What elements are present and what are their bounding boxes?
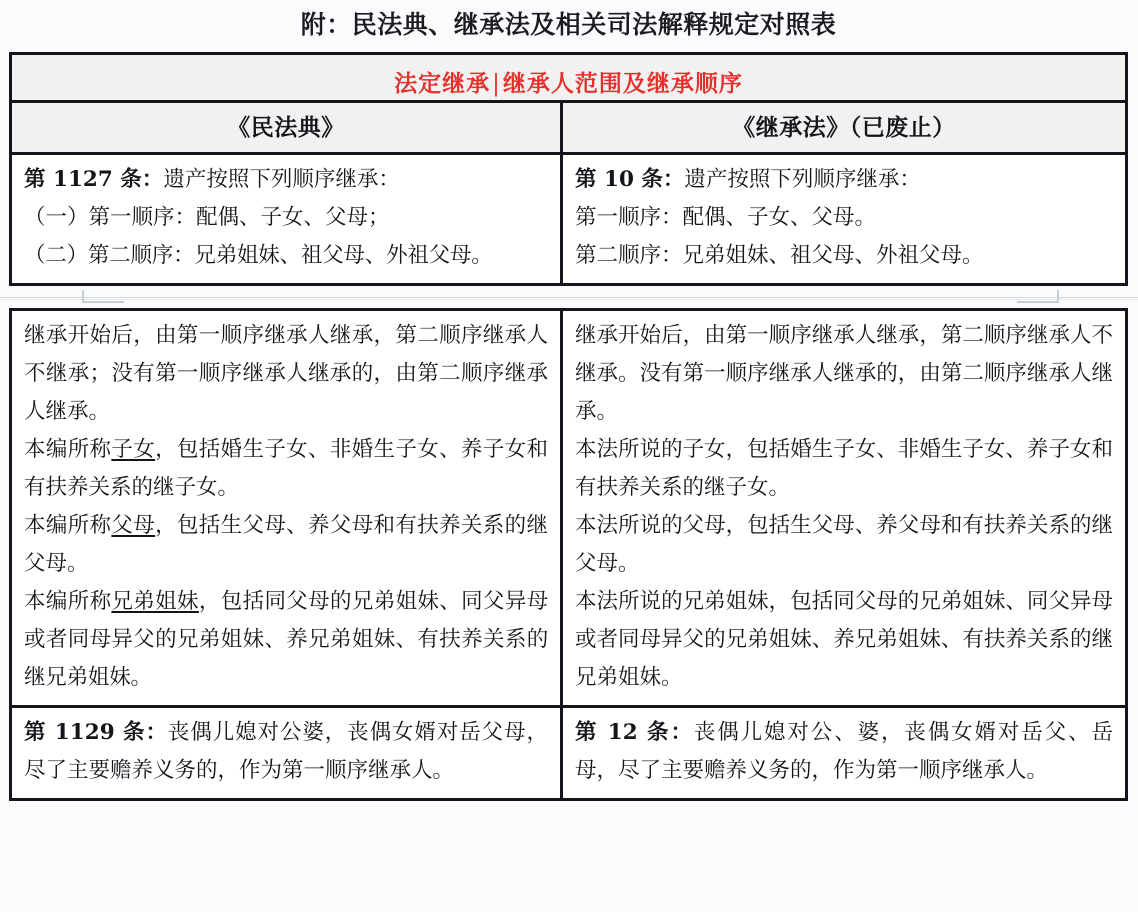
cell-article-1129 — [12, 708, 563, 798]
parents-term: 父母 — [111, 513, 156, 538]
article-10-label: 第 10 条： — [575, 167, 685, 192]
banner-separator: | — [492, 71, 501, 97]
civil-code-siblings-paragraph — [24, 583, 548, 697]
inheritance-law-siblings-paragraph: 本法所说的兄弟姐妹，包括同父母的兄弟姐妹、同父异母或者同母异父的兄弟姐妹、养兄弟姐妹、有扶养关系的继兄弟姐妹。 — [575, 589, 1113, 690]
page-title: 附：民法典、继承法及相关司法解释规定对照表 — [300, 10, 837, 39]
page-break-tab-left — [82, 290, 124, 303]
siblings-term: 兄弟姐妹 — [111, 589, 199, 614]
civil-code-order-paragraph: 继承开始后，由第一顺序继承人继承，第二顺序继承人不继承；没有第一顺序继承人继承的，由第二顺序继承人继承。 — [24, 323, 548, 424]
table-row — [12, 705, 1125, 798]
page-break-hairline-bottom — [0, 299, 1138, 300]
inheritance-law-parents-paragraph: 本法所说的父母，包括生父母、养父母和有扶养关系的继父母。 — [575, 513, 1113, 576]
article-10-line-3: 第二顺序：兄弟姐妹、祖父母、外祖父母。 — [575, 243, 984, 268]
banner-right-text: 继承人范围及继承顺序 — [502, 70, 743, 97]
cell-inheritance-law-definitions — [563, 311, 1125, 705]
table-header-row — [12, 100, 1125, 152]
article-1127-line-1 — [24, 161, 548, 199]
children-term: 子女 — [111, 437, 156, 462]
article-12-label: 第 12 条： — [575, 720, 694, 745]
inheritance-law-order-paragraph: 继承开始后，由第一顺序继承人继承，第二顺序继承人不继承。没有第一顺序继承人继承的，由第二顺序继承人继承。 — [575, 323, 1113, 424]
article-12-text: 丧偶儿媳对公、婆，丧偶女婿对岳父、岳母，尽了主要赡养义务的，作为第一顺序继承人。 — [575, 720, 1113, 783]
cell-civil-code-definitions — [12, 311, 563, 705]
banner-cell — [12, 55, 1125, 100]
comparison-table-part-1 — [9, 52, 1128, 286]
article-1127-line-2: （一）第一顺序：配偶、子女、父母； — [24, 205, 390, 230]
column-header-inheritance-law: 《继承法》（已废止） — [563, 103, 1125, 152]
children-suffix: ，包括婚生子女、非婚生子女、养子女和有扶养关系的继子女。 — [24, 437, 548, 500]
comparison-table-part-2 — [9, 308, 1128, 801]
cell-article-12 — [563, 708, 1125, 798]
table-row — [12, 152, 1125, 283]
article-10-line-2: 第一顺序：配偶、子女、父母。 — [575, 205, 877, 230]
cell-article-1127 — [12, 155, 563, 283]
article-1129-text: 丧偶儿媳对公婆，丧偶女婿对岳父母，尽了主要赡养义务的，作为第一顺序继承人。 — [24, 720, 548, 783]
article-1127-line-3: （二）第二顺序：兄弟姐妹、祖父母、外祖父母。 — [24, 243, 493, 268]
article-1127-label: 第 1127 条： — [24, 167, 164, 192]
civil-code-children-paragraph — [24, 431, 548, 507]
article-12-paragraph — [575, 714, 1113, 790]
siblings-prefix: 本编所称 — [24, 589, 112, 614]
article-1129-label: 第 1129 条： — [24, 720, 168, 745]
inheritance-law-children-paragraph: 本法所说的子女，包括婚生子女、非婚生子女、养子女和有扶养关系的继子女。 — [575, 437, 1113, 500]
article-10-line-1 — [575, 161, 1113, 199]
parents-suffix: ，包括生父母、养父母和有扶养关系的继父母。 — [24, 513, 548, 576]
banner-left-text: 法定继承 — [394, 70, 491, 97]
column-header-civil-code: 《民法典》 — [12, 103, 563, 152]
article-1127-intro: 遗产按照下列顺序继承： — [163, 167, 400, 192]
children-prefix: 本编所称 — [24, 437, 112, 462]
cell-article-10 — [563, 155, 1125, 283]
table-banner-row — [12, 55, 1125, 100]
page-break-hairline-top — [0, 297, 1138, 298]
article-1129-paragraph — [24, 714, 548, 790]
table-row — [12, 311, 1125, 705]
parents-prefix: 本编所称 — [24, 513, 112, 538]
civil-code-parents-paragraph — [24, 507, 548, 583]
article-10-intro: 遗产按照下列顺序继承： — [684, 167, 921, 192]
page-break-tab-right — [1017, 290, 1059, 303]
siblings-suffix: ，包括同父母的兄弟姐妹、同父异母或者同母异父的兄弟姐妹、养兄弟姐妹、有扶养关系的继兄弟姐妹。 — [24, 589, 549, 690]
